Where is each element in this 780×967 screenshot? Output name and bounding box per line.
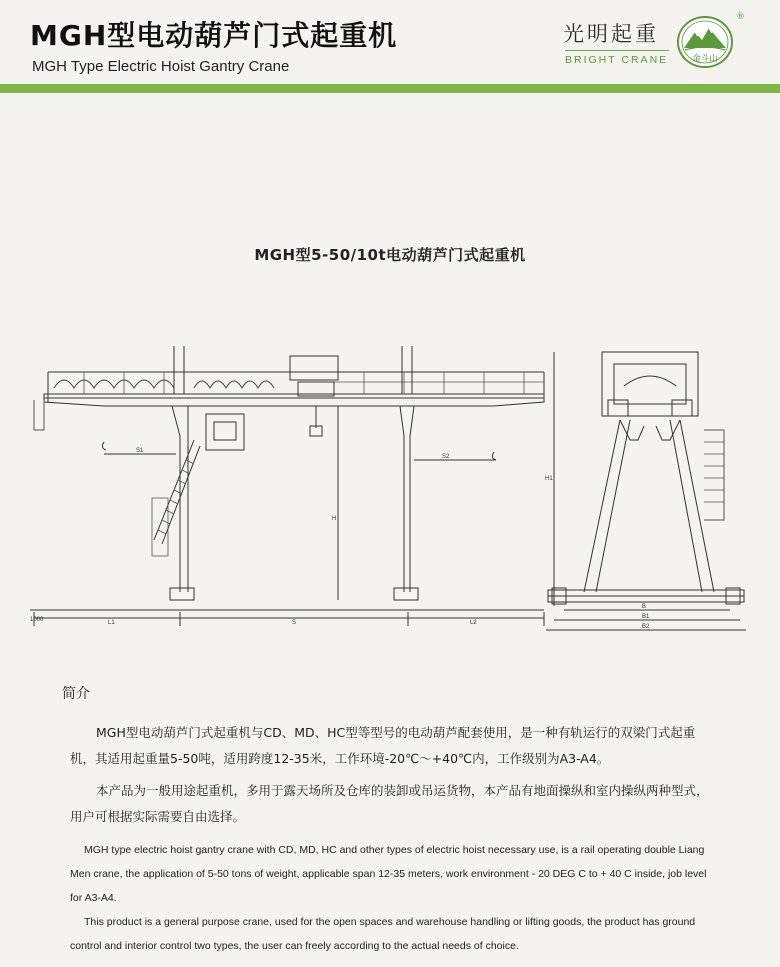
gantry-crane-drawing (24, 330, 754, 645)
title-chinese: MGH型电动葫芦门式起重机 (30, 19, 398, 52)
brand-name-english: BRIGHT CRANE (565, 54, 669, 66)
title-english: MGH Type Electric Hoist Gantry Crane (32, 58, 290, 75)
registered-mark: ® (736, 12, 745, 22)
intro-paragraph-en-1: MGH type electric hoist gantry crane with CD, MD, HC and other types of electric hoist necessary use, is a rail operating double Liang Men crane, the application of 5-50 tons of weight, applicable span 12-35 meters, work environment - 20 DEG C to + 40 C inside, job level for A3-A4. (70, 844, 707, 904)
dim-l2: L2 (470, 620, 477, 626)
dim-base: 1000 (30, 617, 44, 623)
mountain-logo-icon (675, 14, 735, 70)
dim-s1: S1 (136, 448, 144, 454)
brand-name-chinese: 光明起重 (563, 22, 659, 46)
page-header (0, 0, 780, 96)
intro-heading: 简介 (62, 686, 90, 702)
dim-l1: L1 (108, 620, 115, 626)
intro-paragraph-en-2: This product is a general purpose crane, used for the open spaces and warehouse handling or lifting goods, the product has ground control and interior control two types, the user can freely according to the actual needs of choice. (70, 916, 696, 952)
dim-s2: S2 (442, 454, 450, 460)
dim-b2: B2 (642, 624, 650, 630)
dim-b: B (642, 604, 647, 610)
intro-paragraph-cn-1: MGH型电动葫芦门式起重机与CD、MD、HC型等型号的电动葫芦配套使用，是一种有轨运行的双梁门式起重机，其适用起重量5-50吨，适用跨度12-35米，工作环境-20℃～+40℃内，工作级别为A3-A4。 (70, 725, 696, 766)
dim-h: H (332, 516, 337, 522)
header-accent-bar (0, 84, 780, 93)
dim-s: S (292, 620, 297, 626)
dim-b1: B1 (642, 614, 650, 620)
brand-divider (565, 50, 669, 51)
logo-text: 金斗山 (692, 54, 718, 64)
brand-block (553, 14, 733, 72)
dim-h1: H1 (545, 476, 553, 482)
drawing-title: MGH型5-50/10t电动葫芦门式起重机 (254, 246, 526, 264)
intro-paragraph-cn-2: 本产品为一般用途起重机，多用于露天场所及仓库的装卸或吊运货物，本产品有地面操纵和室内操纵两种型式，用户可根据实际需要自由选择。 (70, 783, 709, 824)
